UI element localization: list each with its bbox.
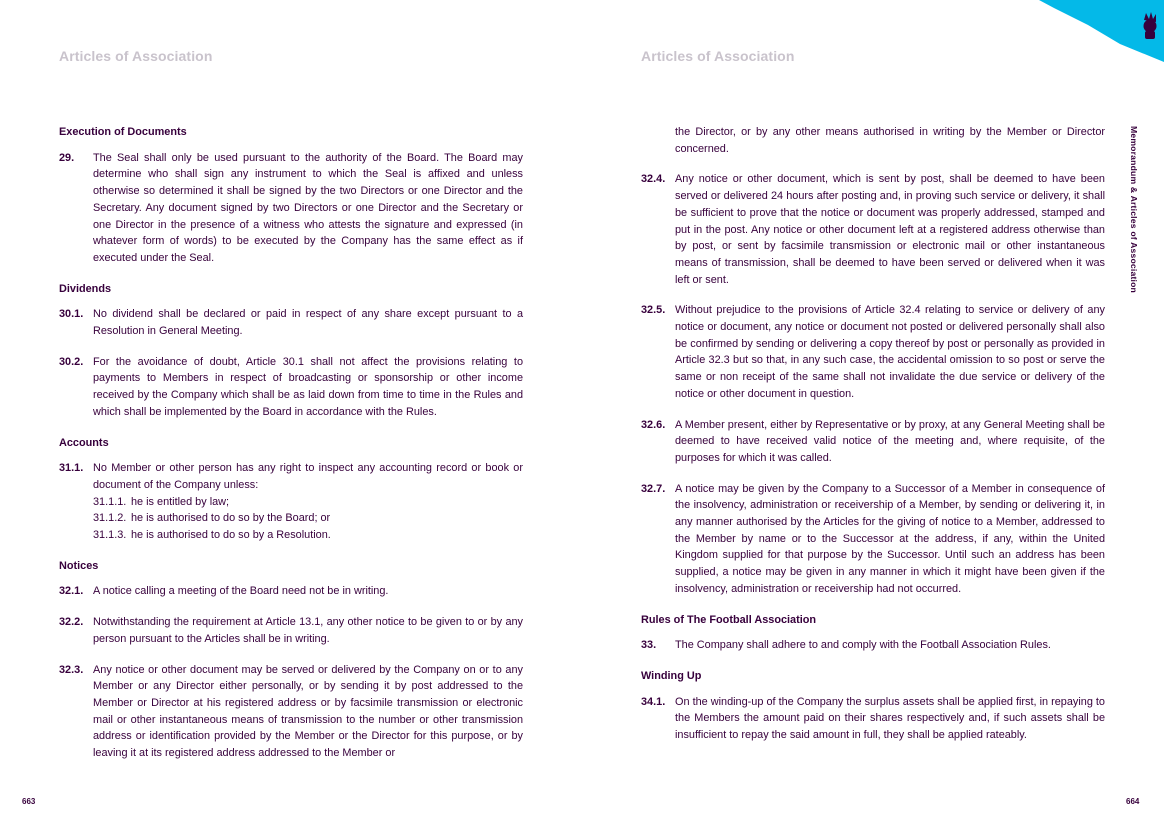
clause-text: The Company shall adhere to and comply with the Football Association Rules. [675,639,1051,652]
clause-text: On the winding-up of the Company the surplus assets shall be applied first, in repaying to the Members the amount paid on their shares respectively and, if such assets shall be insufficient to repay the said amount in full, they shall be applied rateably. [675,695,1105,742]
clause-number: 30.1. [59,308,84,321]
clause-number: 32.1. [59,585,84,598]
clause-32-3-continued: the Director, or by any other means authorised in writing by the Member or Director concerned. [675,126,1105,155]
subclause-text: he is authorised to do so by the Board; or [131,512,331,525]
subclause-text: he is entitled by law; [131,495,230,508]
clause-text: A Member present, either by Representative or by proxy, at any General Meeting shall be deemed to have received valid notice of the meeting and, where requisite, of the purposes for which it was called. [675,418,1105,464]
clause-number: 32.5. [641,304,666,317]
page-header-left: Articles of Association [59,48,213,64]
clause-33 [641,637,1105,654]
side-section-label: Memorandum & Articles of Association [1129,126,1139,294]
clause-text: Notwithstanding the requirement at Article 13.1, any other notice to be given to or by any person pursuant to the Articles shall be in writing. [93,616,523,645]
corner-graphic [1014,0,1164,70]
clause-number: 32.6. [641,418,666,431]
clause-text: Any notice or other document, which is sent by post, shall be deemed to have been served or delivered 24 hours after posting and, in proving such service or delivery, it shall be sufficient to prove that the notice or document was properly addressed, stamped and put in the post. Any notice or other document left at a registered address otherwise than by post, or sent by facsimile transmission or electronic mail or other instantaneous means of transmission, shall be deemed to have been served or delivered when it was left or sent. [675,173,1105,286]
section-heading-winding-up: Winding Up [641,669,702,682]
page-number-right: 664 [1126,797,1140,806]
page-number-left: 663 [22,797,36,806]
clause-32-6 [641,417,1105,467]
subclause-31-1-1 [93,494,523,511]
clause-number: 30.2. [59,355,84,368]
section-heading-accounts: Accounts [59,436,109,449]
clause-number: 32.2. [59,616,84,629]
clause-text: Without prejudice to the provisions of Article 32.4 relating to service or delivery of any notice or document, any notice or document not posted or delivered personally shall also be confirmed by sending or delivering a copy thereof by post or personally as provided in Article 32.3 but so that, in any such case, the accidental omission to so post or serve the same or non receipt of the same shall not invalidate the due service or delivery of the notice or other document in question. [675,304,1105,400]
clause-number: 31.1. [59,462,84,475]
section-heading-notices: Notices [59,559,99,572]
cyan-stripe [1039,0,1164,62]
clause-text: No dividend shall be declared or paid in respect of any share except pursuant to a Resolution in General Meeting. [93,308,523,338]
page-header-right: Articles of Association [641,48,795,64]
clause-number: 32.4. [641,173,666,186]
clause-number: 29. [59,151,75,164]
clause-32-7 [641,481,1105,598]
clause-34-1 [641,694,1105,744]
subclause-31-1-3 [93,527,523,544]
clause-number: 32.7. [641,482,666,495]
clause-number: 33. [641,639,657,652]
clause-30-1 [59,306,523,339]
clause-number: 34.1. [641,695,666,708]
clause-31-1 [59,460,523,544]
clause-number: 32.3. [59,663,84,676]
clause-body [93,460,523,544]
section-heading-dividends: Dividends [59,282,112,295]
clause-text: A notice may be given by the Company to a Successor of a Member in consequence of the insolvency, administration or receivership of a Member, by sending or delivering it, in any manner authorised by the Articles for the giving of notice to a Member, addressed to the Member by name or to the Successor at the address, if any, within the United Kingdom supplied for that purpose by the Successor. Until such an address has been supplied, a notice may be given in any manner in which it might have been given if the insolvency, administration or receivership had not occurred. [675,482,1105,595]
clause-32-2 [59,614,523,647]
clause-32-3 [59,662,523,762]
clause-32-1 [59,583,523,600]
right-column [641,124,1105,758]
clause-32-5 [641,302,1105,402]
clause-30-2 [59,354,523,421]
subclause-number: 31.1.2. [93,512,127,525]
clause-text: Any notice or other document may be served or delivered by the Company on or to any Member or any Director either personally, or by sending it by post addressed to the Member or Director at his registered address or by facsimile transmission or electronic mail or other instantaneous means of transmission to the number or other transmission address or identification provided by the Member or the Director for this purpose, or by leaving it at its registered address addressed to the Member or [93,663,523,760]
left-column [59,124,523,776]
subclause-text: he is authorised to do so by a Resolution. [131,529,331,542]
clause-text: For the avoidance of doubt, Article 30.1 shall not affect the provisions relating to payments to Members in respect of broadcasting or sponsorship or other income received by the Company which shall be as laid down from time to time in the Rules and which shall be implemented by the Board in accordance with the Rules. [93,355,523,418]
clause-text: The Seal shall only be used pursuant to the authority of the Board. The Board may determine who shall sign any instrument to which the Seal is affixed and unless otherwise so determined it shall be signed by the two Directors or one Director and the Secretary. Any document signed by two Directors or one Director and the Secretary or one Director in the presence of a witness who attests the signature and expressed (in whatever form of words) to be executed by the Company has the same effect as if executed under the Seal. [93,151,523,264]
subclause-number: 31.1.3. [93,529,127,542]
subclause-number: 31.1.1. [93,495,127,508]
subclause-31-1-2 [93,510,523,527]
section-heading-execution: Execution of Documents [59,126,187,138]
clause-text: No Member or other person has any right to inspect any accounting record or book or document of the Company unless: [93,462,523,491]
clause-32-4 [641,171,1105,288]
clause-29 [59,150,523,267]
section-heading-fa-rules: Rules of The Football Association [641,613,817,626]
clause-text: A notice calling a meeting of the Board need not be in writing. [93,585,389,598]
